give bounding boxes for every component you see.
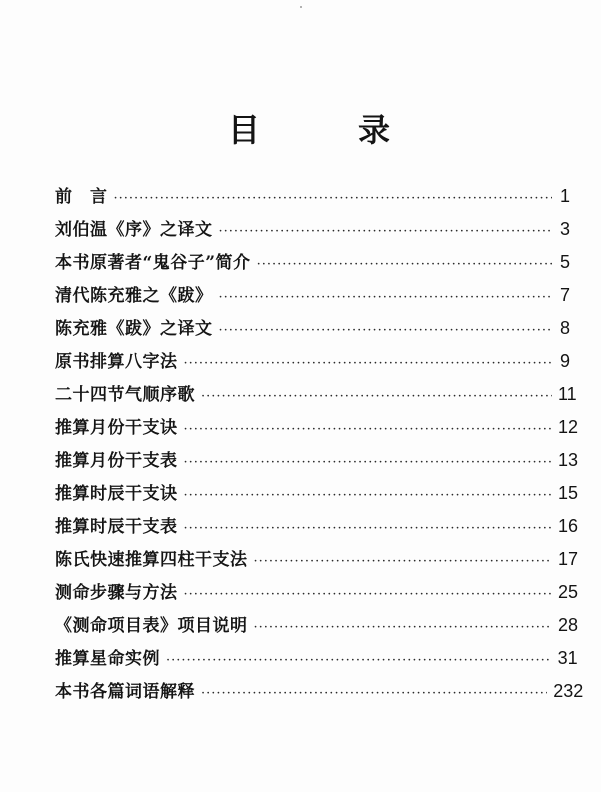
toc-entry-month-ganzhi-table[interactable] [55, 444, 579, 477]
toc-entry-title: 推算星命实例 [55, 649, 160, 669]
dot-leader [184, 578, 553, 611]
toc-page-number: 232 [553, 681, 584, 701]
toc-page-number: 5 [559, 252, 570, 272]
toc-page-number: 12 [558, 417, 579, 437]
toc-entry-title: 陈充雅《跋》之译文 [55, 319, 213, 339]
toc-entry-solar-terms-song[interactable] [55, 378, 577, 411]
toc-entry-quick-four-pillars[interactable] [55, 543, 579, 576]
dot-leader [219, 215, 553, 248]
dot-leader [254, 545, 553, 578]
toc-entry-hour-ganzhi-rhyme[interactable] [55, 477, 579, 510]
dot-leader [184, 446, 553, 479]
dot-leader [184, 413, 553, 446]
toc-page-number: 7 [559, 285, 570, 305]
toc-entry-glossary[interactable] [55, 675, 584, 708]
toc-entry-postscript-translation[interactable] [55, 312, 570, 345]
toc-page-number: 17 [558, 549, 579, 569]
toc-page-number: 16 [558, 516, 579, 536]
toc-entry-examples[interactable] [55, 642, 578, 675]
toc-entry-preface[interactable] [55, 180, 570, 213]
title-char-mu: 目 [228, 111, 261, 149]
toc-entry-title: 推算时辰干支诀 [55, 484, 178, 504]
toc-entry-title: 陈氏快速推算四柱干支法 [55, 550, 248, 570]
toc-entry-title: 二十四节气顺序歌 [55, 385, 195, 405]
toc-page-number: 15 [558, 483, 579, 503]
dot-leader [114, 182, 553, 215]
dot-leader [219, 281, 553, 314]
toc-entry-item-table-notes[interactable] [55, 609, 579, 642]
toc-entry-liu-bowen-preface-translation[interactable] [55, 213, 570, 246]
scan-speck [300, 6, 302, 8]
dot-leader [184, 479, 553, 512]
table-of-contents [55, 180, 584, 708]
toc-page-number: 9 [559, 351, 570, 371]
toc-entry-chen-chongya-postscript[interactable] [55, 279, 570, 312]
toc-entry-title: 推算月份干支诀 [55, 418, 178, 438]
toc-page-number: 13 [558, 450, 579, 470]
toc-entry-hour-ganzhi-table[interactable] [55, 510, 579, 543]
toc-page-number: 1 [559, 186, 570, 206]
toc-entry-title: 《测命项目表》项目说明 [55, 616, 248, 636]
page-title [0, 110, 601, 150]
dot-leader [254, 611, 553, 644]
toc-page-number: 31 [557, 648, 578, 668]
toc-entry-title: 原书排算八字法 [55, 352, 178, 372]
toc-entry-month-ganzhi-rhyme[interactable] [55, 411, 579, 444]
title-char-lu: 录 [358, 111, 391, 149]
toc-entry-fortune-steps[interactable] [55, 576, 579, 609]
toc-entry-title: 前 言 [55, 187, 108, 207]
toc-entry-title: 测命步骤与方法 [55, 583, 178, 603]
toc-page-number: 3 [559, 219, 570, 239]
toc-page-number: 8 [559, 318, 570, 338]
dot-leader [201, 677, 547, 710]
toc-entry-title: 推算时辰干支表 [55, 517, 178, 537]
dot-leader [184, 347, 553, 380]
toc-entry-title: 推算月份干支表 [55, 451, 178, 471]
toc-entry-author-introduction[interactable] [55, 246, 570, 279]
dot-leader [166, 644, 552, 677]
toc-page-number: 11 [558, 384, 577, 404]
dot-leader [257, 248, 552, 281]
toc-page-number: 28 [558, 615, 579, 635]
dot-leader [184, 512, 553, 545]
toc-entry-title: 本书各篇词语解释 [55, 682, 195, 702]
toc-entry-title: 清代陈充雅之《跋》 [55, 286, 213, 306]
dot-leader [219, 314, 553, 347]
toc-page-number: 25 [558, 582, 579, 602]
toc-entry-bazi-method[interactable] [55, 345, 570, 378]
dot-leader [201, 380, 552, 413]
toc-entry-title: 本书原著者“鬼谷子”简介 [55, 253, 251, 273]
toc-entry-title: 刘伯温《序》之译文 [55, 220, 213, 240]
